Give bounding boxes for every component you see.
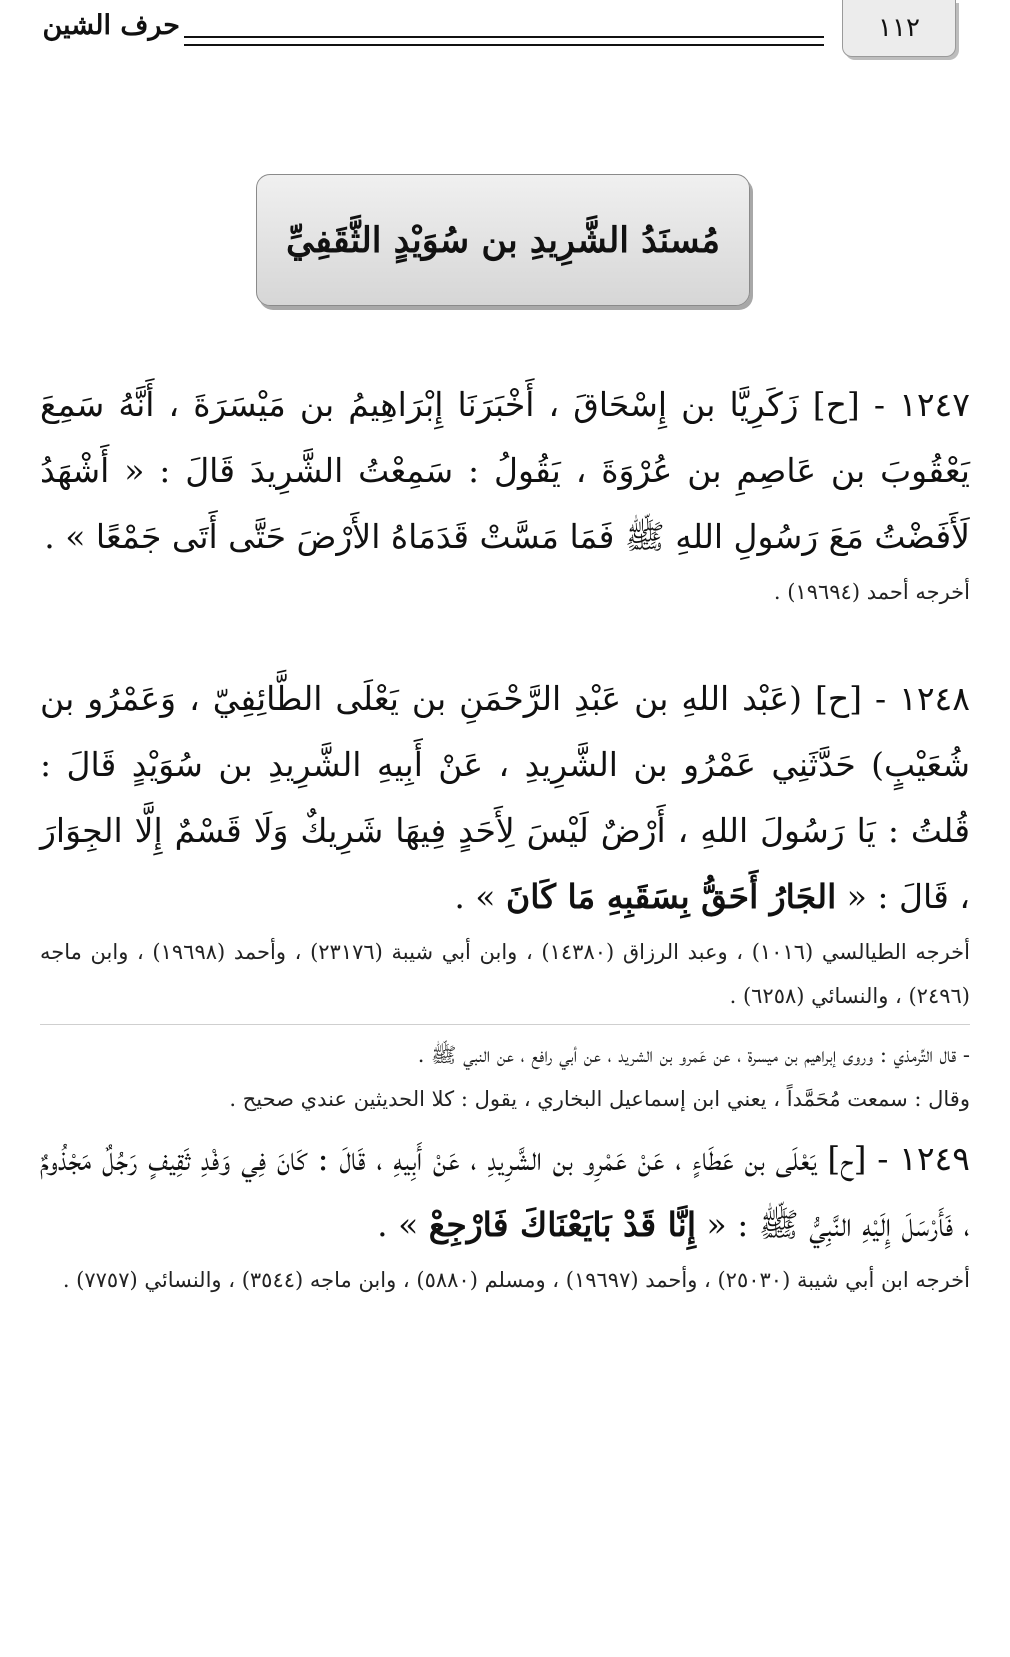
- tirmidhi-note: - قال التِّرمذي : وروى إبراهيم بن ميسرة ، عن عَمرو بن الشريد ، عن أبي رافع ، عن النبي ﷺ .: [417, 1043, 970, 1067]
- hadith-text-part: ١٢٤٨ - [ح] (عَبْد اللهِ بن عَبْدِ الرَّحْمَنِ بن يَعْلَى الطَّائِفِيّ ، وَعَمْرُو بن شُعَيْبٍ) حَدَّثَنِي عَمْرُو بن الشَّرِيدِ ، عَنْ أَبِيهِ الشَّرِيدِ بن سُوَيْدٍ قَالَ : قُلتُ : يَا رَسُولَ اللهِ ، أَرْضٌ لَيْسَ لِأَحَدٍ فِيهَا شَرِيكٌ وَلَا قَسْمٌ إِلَّا الجِوَارَ ، قَالَ : «: [40, 679, 970, 916]
- hadith-text: ١٢٤٧ - [ح] زَكَرِيَّا بن إِسْحَاقَ ، أَخْبَرَنَا إِبْرَاهِيمُ بن مَيْسَرَةَ ، أَنَّهُ سَمِعَ يَعْقُوبَ بن عَاصِمِ بن عُرْوَةَ ، يَقُولُ : سَمِعْتُ الشَّرِيدَ قَالَ : « أَشْهَدُ لَأَفَضْتُ مَعَ رَسُولِ اللهِ ﷺ فَمَا مَسَّتْ قَدَمَاهُ الأَرْضَ حَتَّى أَتَى جَمْعًا » .: [40, 385, 970, 556]
- section-title-box: [256, 174, 750, 306]
- note-divider: [40, 1024, 970, 1025]
- hadith-entry-1247: [40, 372, 970, 614]
- page-number-box: [842, 0, 956, 57]
- hadith-text-part: ١٢٤٩ - [ح] يَعْلَى بن عَطَاءٍ ، عَنْ عَمْرِو بن الشَّرِيدِ ، عَنْ أَبِيهِ ، قَالَ : كَانَ فِي وَفْدِ ثَقِيفٍ رَجُلٌ مَجْذُومٌ ، فَأَرْسَلَ إِلَيْهِ النَّبِيُّ ﷺ : «: [40, 1139, 970, 1244]
- hadith-text: [40, 666, 970, 930]
- prophetic-saying: إِنَّا قَدْ بَايَعْنَاكَ فَارْجِعْ: [428, 1205, 697, 1244]
- hadith-entry-1249: [40, 1126, 970, 1302]
- hadith-text-end: » .: [454, 877, 506, 916]
- hadith-entry-1248: [40, 666, 970, 1121]
- header-rule: [184, 36, 824, 46]
- bukhari-note: وقال : سمعت مُحَمَّداً ، يعني ابن إسماعيل البخاري ، يقول : كلا الحديثين عندي صحيح .: [229, 1087, 970, 1111]
- hadith-text: [40, 1126, 970, 1258]
- page-number: ١١٢: [878, 13, 920, 43]
- takhrij-note: أخرجه أحمد (١٩٦٩٤) .: [773, 580, 970, 604]
- section-title: مُسنَدُ الشَّرِيدِ بن سُوَيْدٍ الثَّقَفِيِّ: [285, 219, 721, 261]
- running-title: حرف الشين: [42, 10, 180, 41]
- takhrij-note: أخرجه ابن أبي شيبة (٢٥٠٣٠) ، وأحمد (١٩٦٩٧) ، ومسلم (٥٨٨٠) ، وابن ماجه (٣٥٤٤) ، والنسائي (٧٧٥٧) .: [62, 1268, 970, 1292]
- takhrij-note: أخرجه الطيالسي (١٠١٦) ، وعبد الرزاق (١٤٣٨٠) ، وابن أبي شيبة (٢٣١٧٦) ، وأحمد (١٩٦٩٨) ، وابن ماجه (٢٤٩٦) ، والنسائي (٦٢٥٨) .: [40, 940, 970, 1008]
- prophetic-saying: الجَارُ أَحَقُّ بِسَقَبِهِ مَا كَانَ: [506, 877, 837, 916]
- hadith-text-end: » .: [377, 1205, 429, 1244]
